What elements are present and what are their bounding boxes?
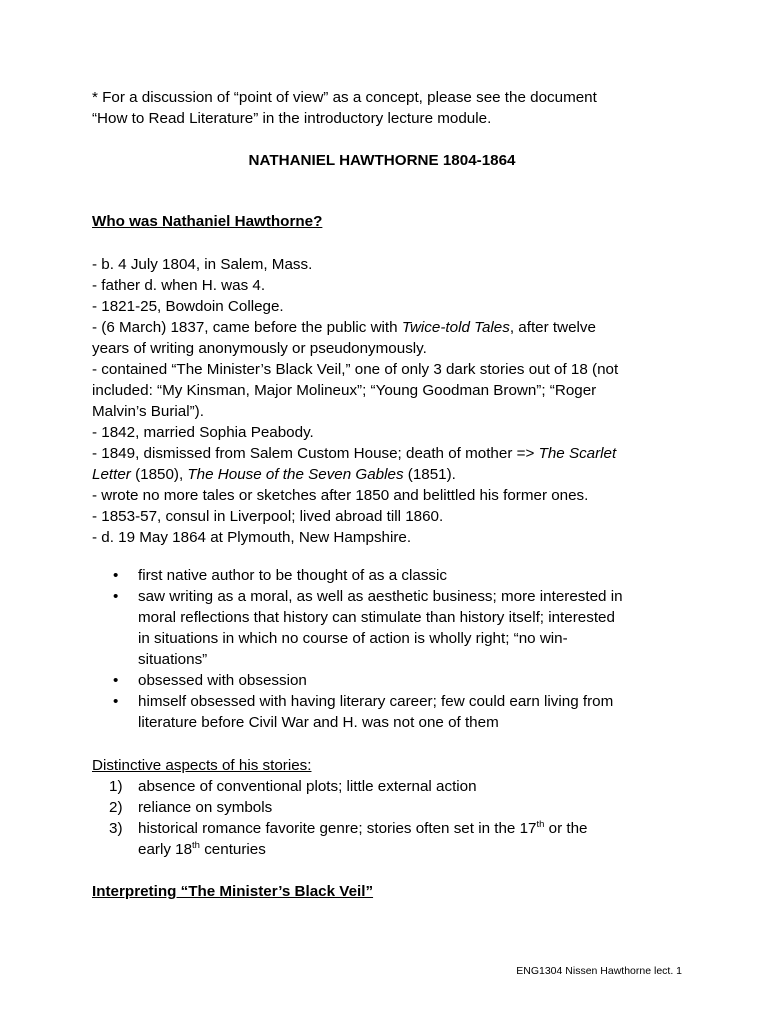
item-number: 3): [109, 820, 123, 837]
aspect-text-part: early 18: [138, 841, 193, 858]
aspect-text: absence of conventional plots; little external action: [138, 778, 477, 795]
bio-text: (1851).: [403, 466, 456, 483]
item-number: 1): [109, 778, 123, 795]
aspects-heading: Distinctive aspects of his stories:: [92, 757, 312, 774]
bio-text: - 1849, dismissed from Salem Custom House; death of mother =>: [92, 445, 539, 462]
bullet-list: [92, 565, 623, 733]
aspect-text-part: historical romance favorite genre; stories often set in the 17: [138, 820, 537, 837]
bullet-text-line: saw writing as a moral, as well as aesthetic business; more interested in: [138, 588, 623, 605]
bio-line: - 1853-57, consul in Liverpool; lived abroad till 1860.: [92, 508, 444, 525]
bullet-icon: •: [113, 672, 119, 689]
bullet-text-line: literature before Civil War and H. was not one of them: [138, 714, 499, 731]
bio-line: [92, 464, 618, 485]
book-title: Letter: [92, 466, 131, 483]
book-title: The House of the Seven Gables: [187, 466, 404, 483]
aspect-text: [138, 818, 587, 839]
note-line-2: “How to Read Literature” in the introductory lecture module.: [92, 110, 492, 127]
bio-line: - 1842, married Sophia Peabody.: [92, 424, 314, 441]
ordinal-suffix: th: [536, 819, 545, 830]
bio-text: , after twelve: [509, 319, 596, 336]
bio-line: - 1821-25, Bowdoin College.: [92, 298, 284, 315]
bio-text: (1850),: [130, 466, 188, 483]
bio-line: Malvin’s Burial”).: [92, 403, 204, 420]
item-number: 2): [109, 799, 123, 816]
bullet-text-line: first native author to be thought of as a classic: [138, 567, 447, 584]
bullet-text-line: obsessed with obsession: [138, 672, 307, 689]
bullet-icon: •: [113, 693, 119, 710]
bio-line: [92, 317, 618, 338]
bio-line: - wrote no more tales or sketches after 1850 and belittled his former ones.: [92, 487, 589, 504]
note-line-1: * For a discussion of “point of view” as a concept, please see the document: [92, 89, 597, 106]
aspect-item: [92, 818, 587, 860]
bio-text: - (6 March) 1837, came before the public with: [92, 319, 402, 336]
bio-line: - father d. when H. was 4.: [92, 277, 266, 294]
aspects-list: [92, 776, 587, 860]
bullet-text-line: himself obsessed with having literary career; few could earn living from: [138, 693, 614, 710]
bio-line: [92, 443, 618, 464]
document-title: NATHANIEL HAWTHORNE 1804-1864: [248, 152, 516, 169]
aspect-item: [92, 797, 587, 818]
aspect-text-part: or the: [544, 820, 588, 837]
aspect-text: [138, 839, 587, 860]
bio-line: - contained “The Minister’s Black Veil,” one of only 3 dark stories out of 18 (not: [92, 361, 619, 378]
bullet-icon: •: [113, 588, 119, 605]
bullet-text-line: moral reflections that history can stimulate than history itself; interested: [138, 609, 615, 626]
biography-section: [92, 254, 618, 548]
bullet-item: [92, 565, 623, 586]
page-footer: ENG1304 Nissen Hawthorne lect. 1: [516, 965, 682, 977]
aspect-text: reliance on symbols: [138, 799, 273, 816]
who-heading: Who was Nathaniel Hawthorne?: [92, 213, 323, 230]
bullet-item: [92, 670, 623, 691]
bio-line: - b. 4 July 1804, in Salem, Mass.: [92, 256, 313, 273]
book-title: The Scarlet: [538, 445, 617, 462]
ordinal-suffix: th: [192, 840, 200, 851]
bio-line: - d. 19 May 1864 at Plymouth, New Hampshire.: [92, 529, 412, 546]
bio-line: included: “My Kinsman, Major Molineux”; “Young Goodman Brown”; “Roger: [92, 382, 597, 399]
aspect-text-part: centuries: [199, 841, 266, 858]
bullet-item: [92, 691, 623, 733]
aspect-item: [92, 776, 587, 797]
interpreting-heading: Interpreting “The Minister’s Black Veil”: [92, 883, 374, 900]
bullet-text-line: situations”: [138, 651, 208, 668]
book-title: Twice-told Tales: [401, 319, 510, 336]
bullet-item: [92, 586, 623, 670]
bio-line: years of writing anonymously or pseudonymously.: [92, 340, 427, 357]
bullet-text-line: in situations in which no course of action is wholly right; “no win-: [138, 630, 568, 647]
bullet-icon: •: [113, 567, 119, 584]
